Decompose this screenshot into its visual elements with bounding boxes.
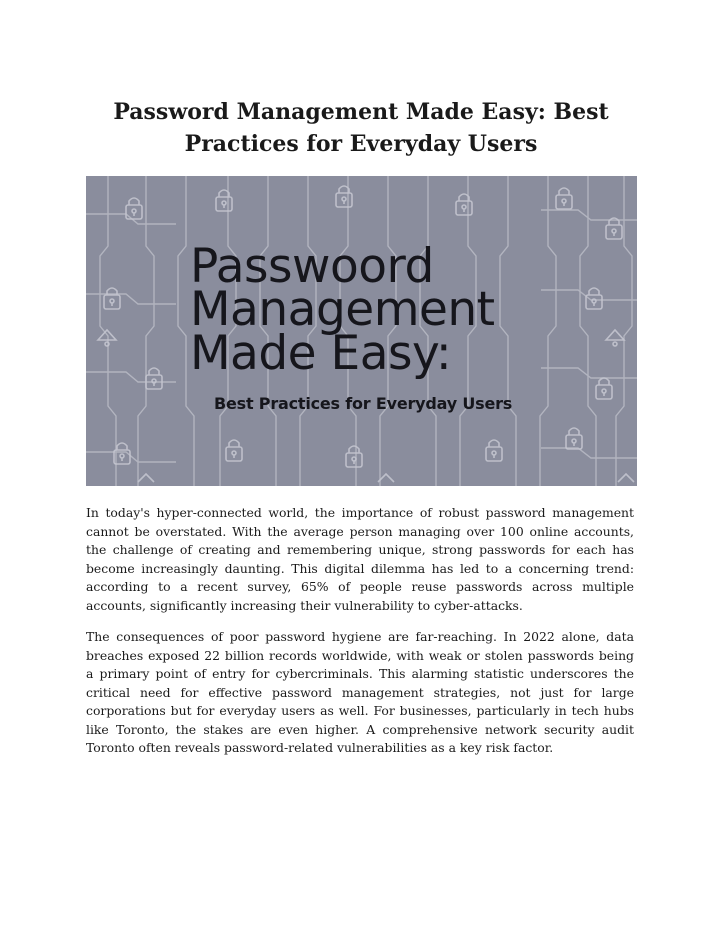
title-line-2: Practices for Everyday Users bbox=[184, 131, 538, 157]
hero-heading-line-1: Passwoord bbox=[190, 239, 434, 294]
hero-text-block bbox=[86, 176, 637, 486]
page-title bbox=[86, 96, 636, 160]
paragraph-1: In today's hyper-connected world, the importance of robust password management cannot be overstated. With the average person managing over 100 online accounts, the challenge of creating and remembering unique, strong passwords for each has become increasingly daunting. This digital dilemma has led to a concerning trend: according to a recent survey, 65% of people reuse passwords across multiple accounts, significantly increasing their vulnerability to cyber-attacks. bbox=[86, 505, 634, 613]
hero-subtitle: Best Practices for Everyday Users bbox=[214, 394, 513, 413]
paragraph-2: The consequences of poor password hygiene are far-reaching. In 2022 alone, data breaches exposed 22 billion records worldwide, with weak or stolen passwords being a primary point of entry for cybercriminals. This alarming statistic underscores the critical need for effective password management strategies, not just for large corporations but for everyday users as well. For businesses, particularly in tech hubs like Toronto, the stakes are even higher. A comprehensive network security audit Toronto often reveals password-related vulnerabilities as a key risk factor. bbox=[86, 629, 634, 755]
hero-heading-line-2: Management bbox=[190, 282, 495, 337]
hero-heading-line-3: Made Easy: bbox=[190, 326, 452, 381]
title-line-1: Password Management Made Easy: Best bbox=[113, 99, 609, 125]
hero-image bbox=[86, 176, 637, 486]
